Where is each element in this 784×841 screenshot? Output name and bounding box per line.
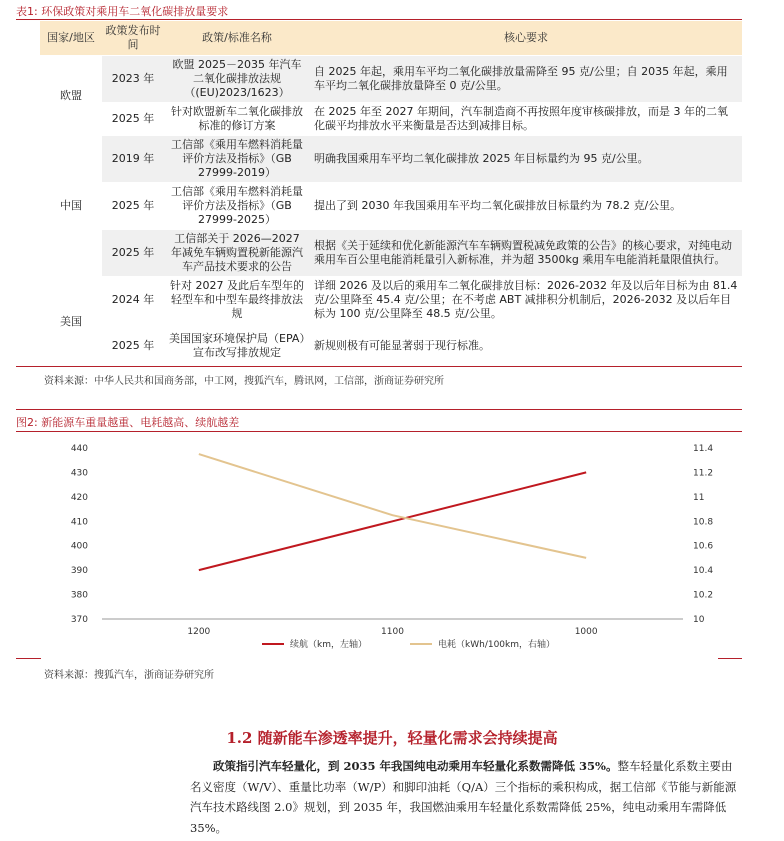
- table-row: [40, 324, 742, 368]
- y-right-tick-label: 11.4: [693, 444, 714, 454]
- table-row: [40, 103, 742, 136]
- col-header-req: 核心要求: [310, 21, 742, 56]
- y-right-tick-label: 10.8: [693, 517, 714, 528]
- y-left-tick-label: 430: [70, 468, 88, 479]
- requirement-cell: 明确我国乘用车平均二氧化碳排放 2025 年目标量约为 95 克/公里。: [310, 136, 742, 183]
- policy-name-cell: 美国国家环境保护局（EPA）宣布改写排放规定: [164, 324, 310, 368]
- table-caption-label: 表1:: [16, 5, 38, 18]
- policy-name-cell: 针对欧盟新车二氧化碳排放标准的修订方案: [164, 103, 310, 136]
- y-left-tick-label: 400: [70, 541, 88, 552]
- para-text: 整车轻量化系数主要由名义密度（W/V）、重量比功率（W/P）和脚印油耗（Q/A）三个指标的乘积构成，据工信部《节能与新能源汽车技术路线图 2.0》规划，到 2035 年，我国燃油乘用车轻量化系数需降低 25%，纯电动乘用车需降低 35%。: [190, 759, 737, 835]
- y-left-tick-label: 390: [70, 566, 88, 577]
- figure-caption: [16, 414, 239, 430]
- requirement-cell: 详细 2026 及以后的乘用车二氧化碳排放目标：2026-2032 年及以后年目标为由 81.4 克/公里降至 45.4 克/公里；在不考虑 ABT 减排积分机制后，2026-2032 及以后年目标为 100 克/公里降至 48.5 克/公里。: [310, 277, 742, 324]
- year-cell: 2025 年: [102, 183, 164, 230]
- y-left-tick-label: 370: [70, 615, 88, 625]
- figure-caption-label: 图2:: [16, 416, 38, 429]
- table-row: [40, 230, 742, 277]
- col-header-region: 国家/地区: [40, 21, 102, 56]
- y-right-tick-label: 11: [693, 492, 705, 503]
- requirement-cell: 在 2025 年至 2027 年期间，汽车制造商不再按照年度审核碳排放，而是 3 年的二氧化碳平均排放水平来衡量是否达到减排目标。: [310, 103, 742, 136]
- policy-name-cell: 工信部《乘用车燃料消耗量评价方法及指标》（GB 27999-2025）: [164, 183, 310, 230]
- requirement-cell: 提出了到 2030 年我国乘用车平均二氧化碳排放目标量约为 78.2 克/公里。: [310, 183, 742, 230]
- chart-background: [40, 432, 742, 660]
- table-source: 资料来源：中华人民共和国商务部，中工网，搜狐汽车，腾讯网，工信部，浙商证券研究所: [44, 376, 444, 387]
- requirement-cell: 新规则极有可能显著弱于现行标准。: [310, 324, 742, 368]
- table-row: [40, 56, 742, 103]
- legend-label-1: 续航（km，左轴）: [290, 640, 367, 650]
- table-caption-title: 环保政策对乘用车二氧化碳排放量要求: [41, 5, 229, 18]
- year-cell: 2024 年: [102, 277, 164, 324]
- region-cell: 美国: [40, 277, 102, 368]
- line-chart: [40, 432, 742, 660]
- table-caption: [16, 3, 228, 19]
- year-cell: 2025 年: [102, 324, 164, 368]
- requirement-cell: 根据《关于延续和优化新能源汽车车辆购置税减免政策的公告》的核心要求，对纯电动乘用车百公里电能消耗量引入新标准，并为超 3500kg 乘用车电能消耗量限值执行。: [310, 230, 742, 277]
- y-right-tick-label: 11.2: [693, 468, 714, 479]
- region-cell: 中国: [40, 136, 102, 277]
- figure-bottom-rule-right: [718, 658, 742, 659]
- table-top-rule: [16, 19, 742, 20]
- table-bottom-rule: [16, 366, 742, 367]
- x-tick-label: 1100: [381, 627, 404, 637]
- year-cell: 2023 年: [102, 56, 164, 103]
- region-cell: 欧盟: [40, 56, 102, 136]
- legend-label-2: 电耗（kWh/100km，右轴）: [438, 640, 556, 650]
- policy-table: [40, 21, 742, 368]
- y-right-tick-label: 10.6: [693, 541, 714, 552]
- figure-source: 资料来源：搜狐汽车，浙商证券研究所: [44, 670, 214, 681]
- year-cell: 2019 年: [102, 136, 164, 183]
- table-row: [40, 277, 742, 324]
- figure-caption-title: 新能源车重量越重、电耗越高、续航越差: [41, 416, 240, 429]
- y-left-tick-label: 380: [70, 590, 88, 601]
- figure-bottom-rule-left: [16, 658, 41, 659]
- policy-name-cell: 工信部关于 2026—2027 年减免车辆购置税新能源汽车产品技术要求的公告: [164, 230, 310, 277]
- policy-name-cell: 欧盟 2025－2035 年汽车二氧化碳排放法规（(EU)2023/1623）: [164, 56, 310, 103]
- table-row: [40, 136, 742, 183]
- para-lead: 政策指引汽车轻量化，到 2035 年我国纯电动乘用车轻量化系数需降低 35%。: [213, 759, 618, 773]
- section-heading: 1.2 随新能车渗透率提升，轻量化需求会持续提高: [226, 729, 558, 747]
- table-header-row: [40, 21, 742, 56]
- y-right-tick-label: 10.4: [693, 566, 714, 577]
- policy-name-cell: 工信部《乘用车燃料消耗量评价方法及指标》（GB 27999-2019）: [164, 136, 310, 183]
- year-cell: 2025 年: [102, 103, 164, 136]
- y-right-tick-label: 10.2: [693, 590, 714, 601]
- col-header-name: 政策/标准名称: [164, 21, 310, 56]
- table-row: [40, 183, 742, 230]
- policy-name-cell: 针对 2027 及此后车型年的轻型车和中型车最终排放法规: [164, 277, 310, 324]
- y-left-tick-label: 420: [70, 492, 88, 503]
- x-tick-label: 1000: [574, 627, 598, 637]
- col-header-time: 政策发布时间: [102, 21, 164, 56]
- y-left-tick-label: 440: [70, 444, 88, 454]
- y-right-tick-label: 10: [693, 615, 705, 625]
- body-paragraph: [190, 756, 742, 838]
- x-tick-label: 1200: [187, 627, 211, 637]
- figure-top-rule: [16, 409, 742, 410]
- year-cell: 2025 年: [102, 230, 164, 277]
- y-left-tick-label: 410: [70, 517, 88, 528]
- requirement-cell: 自 2025 年起，乘用车平均二氧化碳排放量需降至 95 克/公里；自 2035 年起，乘用车平均二氧化碳排放量降至 0 克/公里。: [310, 56, 742, 103]
